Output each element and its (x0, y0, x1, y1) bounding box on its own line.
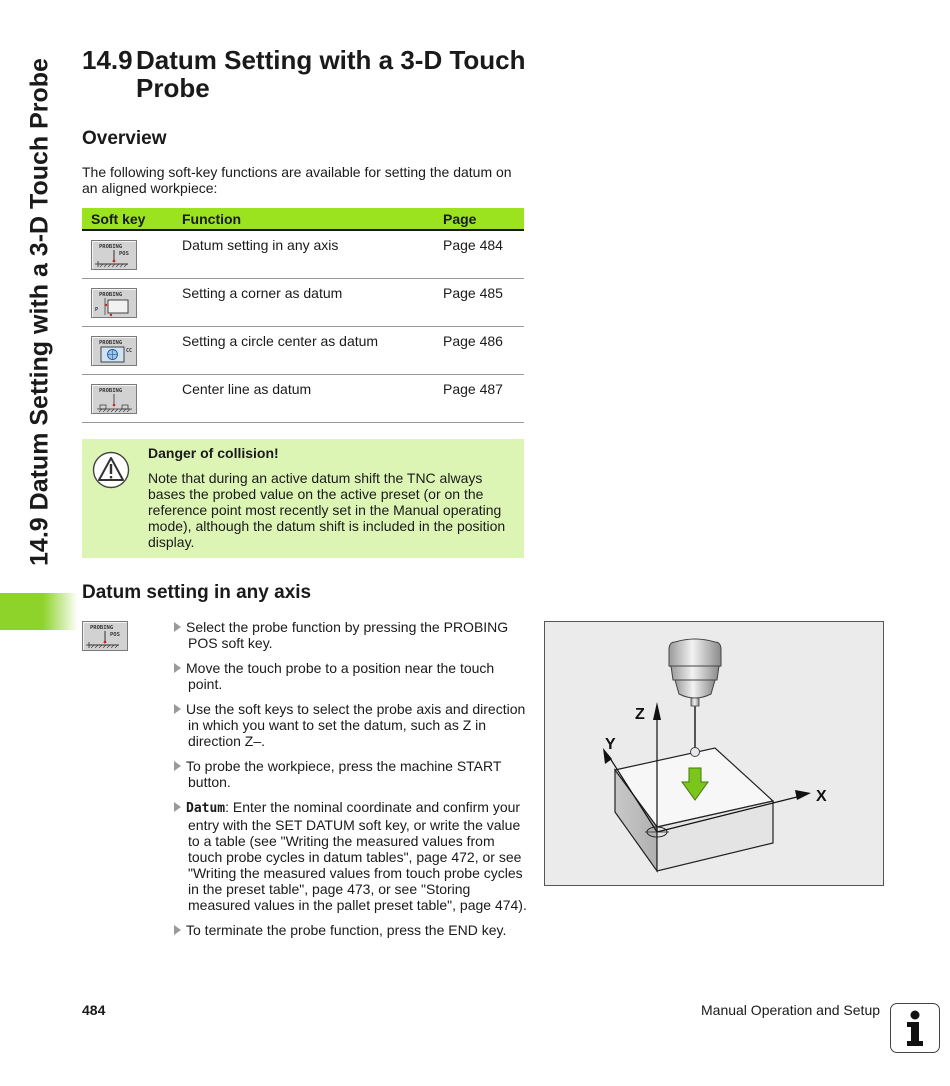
step-arrow-icon (174, 622, 181, 632)
step-text: To probe the workpiece, press the machine START button. (186, 758, 502, 790)
datum-any-axis-heading: Datum setting in any axis (82, 582, 312, 603)
step-text: : Enter the nominal coordinate and confirm your entry with the SET DATUM soft key, or write the value to a table (see "Writing the measured values from touch probe cycles in datum tables", page 472, or see "Writing the measured values from touch probe cycles in the preset table", page 473, or see "Storing measured values in the pallet preset table", page 474). (188, 799, 527, 913)
softkey-label-probing: PROBING (99, 340, 123, 346)
table-row (82, 327, 524, 375)
softkey-label-cc: CC (126, 348, 133, 354)
section-number: 14.9 (82, 45, 133, 75)
procedure-steps (172, 619, 528, 947)
list-item (172, 701, 528, 749)
col-header-page: Page (443, 208, 524, 230)
list-item (172, 922, 528, 938)
side-chapter-title (0, 0, 80, 590)
step-arrow-icon (174, 925, 181, 935)
info-icon[interactable] (890, 1003, 940, 1053)
touch-probe-illustration (545, 622, 883, 885)
section-title-line2: Probe (136, 73, 210, 103)
probing-pos-softkey-icon (91, 240, 137, 270)
axis-label-x: X (816, 788, 827, 805)
col-header-softkey: Soft key (82, 208, 182, 230)
probing-pos-softkey-icon (82, 621, 128, 651)
page-cell: Page 485 (443, 279, 524, 327)
table-row (82, 279, 524, 327)
chapter-tab-marker (0, 593, 78, 630)
table-row (82, 375, 524, 423)
function-cell: Setting a corner as datum (182, 279, 443, 327)
step-text: Move the touch probe to a position near the touch point. (186, 660, 495, 692)
page-cell: Page 484 (443, 230, 524, 279)
overview-intro: The following soft-key functions are available for setting the datum on an aligned workpiece: (82, 164, 512, 196)
softkey-label-probing: PROBING (99, 388, 123, 394)
probing-corner-softkey-icon (91, 288, 137, 318)
page-cell: Page 487 (443, 375, 524, 423)
chapter-footer: Manual Operation and Setup (701, 1002, 881, 1018)
softkey-label-p: P (95, 307, 99, 313)
touch-probe-figure (544, 621, 884, 886)
softkey-label-probing: PROBING (90, 625, 114, 631)
step-keyword: Datum (186, 801, 226, 816)
softkey-table (82, 208, 524, 423)
page-cell: Page 486 (443, 327, 524, 375)
step-text: Select the probe function by pressing the PROBING POS soft key. (186, 619, 509, 651)
warning-text: Note that during an active datum shift the TNC always bases the probed value on the active preset (or on the reference point most recently set in the Manual operating mode), although the datum shift is included in the position display. (148, 470, 506, 550)
softkey-label-pos: POS (119, 251, 129, 257)
step-text: Use the soft keys to select the probe axis and direction in which you want to set the datum, such as Z in direction Z–. (186, 701, 526, 749)
section-title-line1: Datum Setting with a 3-D Touch (136, 45, 526, 75)
warning-triangle-icon (92, 451, 130, 494)
list-item (172, 660, 528, 692)
probing-circle-softkey-icon (91, 336, 137, 366)
softkey-label-probing: PROBING (99, 292, 123, 298)
step-arrow-icon (174, 802, 181, 812)
col-header-function: Function (182, 208, 443, 230)
function-cell: Setting a circle center as datum (182, 327, 443, 375)
axis-label-y: Y (605, 736, 616, 753)
page-title (82, 46, 526, 102)
overview-heading: Overview (82, 128, 167, 149)
step-arrow-icon (174, 761, 181, 771)
step-arrow-icon (174, 704, 181, 714)
table-header-row (82, 208, 524, 230)
page-number: 484 (82, 1002, 106, 1018)
softkey-label-pos: POS (110, 632, 120, 638)
list-item (172, 619, 528, 651)
list-item (172, 758, 528, 790)
warning-title: Danger of collision! (148, 445, 279, 461)
softkey-label-probing: PROBING (99, 244, 123, 250)
probing-centerline-softkey-icon (91, 384, 137, 414)
side-title-text: 14.9 Datum Setting with a 3-D Touch Probe (25, 58, 54, 566)
step-text: To terminate the probe function, press the END key. (186, 922, 507, 938)
function-cell: Center line as datum (182, 375, 443, 423)
list-item (172, 799, 528, 913)
axis-label-z: Z (635, 706, 645, 723)
step-arrow-icon (174, 663, 181, 673)
table-row (82, 230, 524, 279)
collision-warning-box (82, 439, 524, 558)
function-cell: Datum setting in any axis (182, 230, 443, 279)
